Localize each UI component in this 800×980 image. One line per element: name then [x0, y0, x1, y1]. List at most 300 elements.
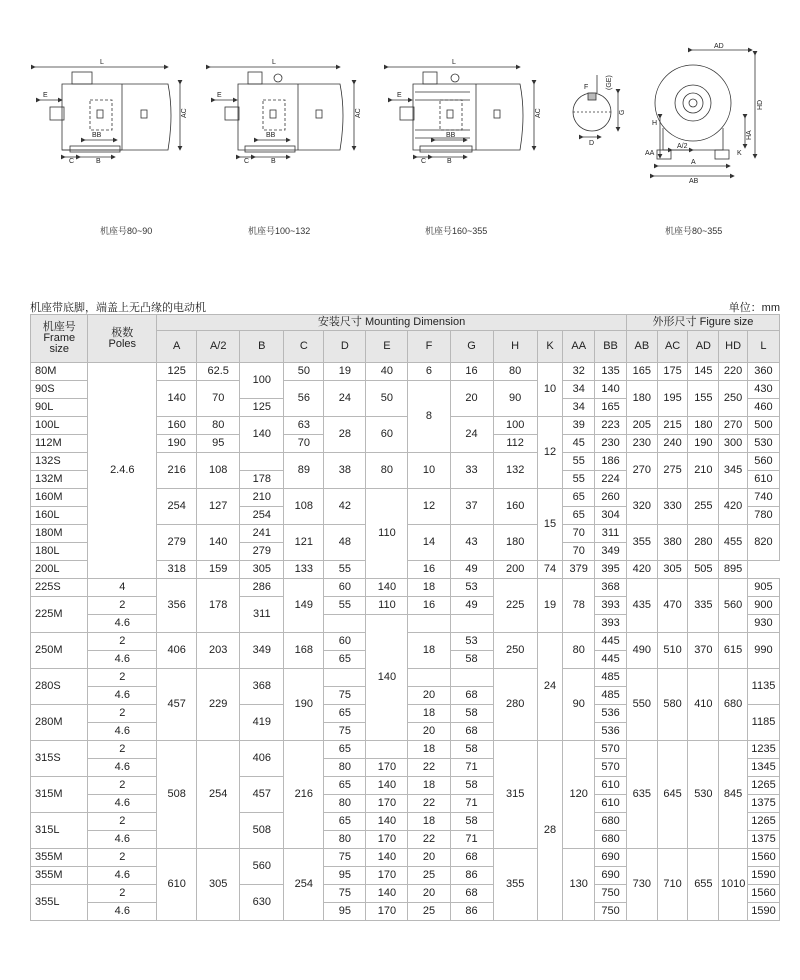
- cell-B: 508: [240, 813, 284, 849]
- cell-AA: 70: [563, 525, 595, 543]
- cell-HD: 505: [688, 561, 719, 579]
- cell-HD: 680: [719, 669, 748, 741]
- cell-A2: 70: [197, 381, 240, 417]
- cell-C: 190: [284, 669, 324, 741]
- cell-poles: 2: [88, 597, 157, 615]
- dim-C-3: C: [421, 158, 427, 165]
- table-title-row: [30, 299, 780, 313]
- cell-AA: 130: [563, 849, 595, 921]
- cell-AB: 270: [626, 453, 657, 489]
- cell-C: 89: [284, 453, 324, 489]
- cell-frame: 355M: [31, 867, 88, 885]
- cell-F: 20: [408, 885, 450, 903]
- cell-B: 305: [240, 561, 284, 579]
- cell-frame: 160M: [31, 489, 88, 507]
- cell-B: 125: [240, 399, 284, 417]
- col-AA: AA: [563, 331, 595, 363]
- dim-E-2: E: [217, 92, 222, 99]
- cell-BB: 304: [595, 507, 627, 525]
- cell-AA: 90: [563, 669, 595, 741]
- cell-D: [324, 615, 366, 633]
- cell-F: 18: [408, 777, 450, 795]
- cell-poles: 4.6: [88, 867, 157, 885]
- cell-frame: 180M: [31, 525, 88, 543]
- cell-F: [408, 615, 450, 633]
- cell-A2: 62.5: [197, 363, 240, 381]
- cell-AA: 80: [563, 633, 595, 669]
- cell-L: 1560: [747, 849, 779, 867]
- header-figure-size: 外形尺寸 Figure size: [626, 315, 779, 331]
- cell-BB: 536: [595, 705, 627, 723]
- cell-L: 740: [747, 489, 779, 507]
- cell-C: 168: [284, 633, 324, 669]
- cell-D: 38: [324, 453, 366, 489]
- cell-L: 500: [747, 417, 779, 435]
- dim-AA: AA: [645, 150, 655, 157]
- cell-H: 200: [493, 561, 537, 579]
- dim-C-1: C: [69, 158, 75, 165]
- cell-L: 905: [747, 579, 779, 597]
- cell-BB: 223: [595, 417, 627, 435]
- cell-B: 100: [240, 363, 284, 399]
- cell-A2: 140: [197, 525, 240, 561]
- cell-BB: 445: [595, 651, 627, 669]
- dimension-table: [30, 314, 780, 921]
- cell-L: 895: [719, 561, 748, 579]
- cell-F: 25: [408, 867, 450, 885]
- cell-G: 16: [450, 363, 493, 381]
- cell-E: 170: [366, 759, 408, 777]
- dim-L-2: L: [272, 59, 276, 66]
- cell-AC: 710: [657, 849, 688, 921]
- cell-AA: 78: [563, 579, 595, 633]
- cell-AB: 550: [626, 669, 657, 741]
- dim-A2: A/2: [677, 143, 688, 150]
- cell-B: 254: [240, 507, 284, 525]
- cell-frame: 90L: [31, 399, 88, 417]
- cell-E: 170: [366, 903, 408, 921]
- cell-A: 254: [157, 489, 197, 525]
- cell-frame: 315S: [31, 741, 88, 777]
- cell-L: 1265: [747, 777, 779, 795]
- cell-frame: 280M: [31, 705, 88, 741]
- cell-C: 254: [284, 849, 324, 921]
- drawing-frame-80-90: [35, 67, 180, 157]
- cell-G: [450, 669, 493, 687]
- cell-BB: 485: [595, 669, 627, 687]
- cell-poles: 4.6: [88, 723, 157, 741]
- cell-L: 1375: [747, 795, 779, 813]
- cell-E: 40: [366, 363, 408, 381]
- cell-L: 1265: [747, 813, 779, 831]
- cell-AC: 240: [657, 435, 688, 453]
- unit-label: 单位：mm: [728, 302, 780, 314]
- cell-D: 24: [324, 381, 366, 417]
- col-H: H: [493, 331, 537, 363]
- cell-AB: 395: [595, 561, 627, 579]
- cell-K: 10: [537, 363, 563, 417]
- cell-G: 71: [450, 759, 493, 777]
- cell-E: 110: [366, 489, 408, 579]
- cell-G: 68: [450, 687, 493, 705]
- motor-outline-drawings: [0, 0, 800, 250]
- cell-AB: 435: [626, 579, 657, 633]
- cell-E: 140: [366, 777, 408, 795]
- cell-frame: 112M: [31, 435, 88, 453]
- cell-F: 8: [408, 381, 450, 453]
- cell-BB: 186: [595, 453, 627, 471]
- cell-F: 22: [408, 759, 450, 777]
- cell-L: 780: [747, 507, 779, 525]
- cell-B: 406: [240, 741, 284, 777]
- cell-AD: 655: [688, 849, 719, 921]
- cell-H: 132: [493, 453, 537, 489]
- cell-AD: 180: [688, 417, 719, 435]
- cell-BB: 610: [595, 777, 627, 795]
- dim-H: H: [652, 120, 658, 127]
- cell-AA: 65: [563, 489, 595, 507]
- cell-B: 178: [240, 471, 284, 489]
- cell-E: 110: [366, 597, 408, 615]
- cell-poles: 2: [88, 741, 157, 759]
- cell-AD: 255: [688, 489, 719, 525]
- cell-L: 430: [747, 381, 779, 399]
- cell-L: 1590: [747, 867, 779, 885]
- cell-AB: 490: [626, 633, 657, 669]
- cell-BB: 135: [595, 363, 627, 381]
- cell-G: 24: [450, 417, 493, 453]
- caption-frame-160-355: 机座号160~355: [425, 226, 488, 236]
- cell-E: 60: [366, 417, 408, 453]
- cell-F: 16: [408, 597, 450, 615]
- cell-L: 900: [747, 597, 779, 615]
- cell-A2: 203: [197, 633, 240, 669]
- cell-C: 50: [284, 363, 324, 381]
- cell-B: 210: [240, 489, 284, 507]
- cell-G: 53: [450, 579, 493, 597]
- cell-E: 140: [366, 849, 408, 867]
- cell-D: 75: [324, 885, 366, 903]
- cell-L: 1235: [747, 741, 779, 759]
- cell-L: 1590: [747, 903, 779, 921]
- cell-F: [408, 669, 450, 687]
- dim-E-1: E: [43, 92, 48, 99]
- cell-L: 460: [747, 399, 779, 417]
- cell-BB: 349: [595, 543, 627, 561]
- dim-B-1: B: [96, 158, 101, 165]
- dim-AD: AD: [714, 43, 724, 50]
- cell-L: 360: [747, 363, 779, 381]
- cell-AA: 32: [563, 363, 595, 381]
- cell-G: 58: [450, 777, 493, 795]
- cell-AB: 355: [626, 525, 657, 561]
- col-F: F: [408, 331, 450, 363]
- cell-AD: 190: [688, 435, 719, 453]
- cell-AC: 420: [626, 561, 657, 579]
- cell-AA: 55: [563, 453, 595, 471]
- cell-L: 1560: [747, 885, 779, 903]
- cell-AA: 120: [563, 741, 595, 849]
- cell-D: 19: [324, 363, 366, 381]
- cell-A2: 127: [197, 489, 240, 525]
- cell-L: 610: [747, 471, 779, 489]
- cell-K: 19: [537, 579, 563, 633]
- cell-D: 75: [324, 849, 366, 867]
- col-B: B: [240, 331, 284, 363]
- col-D: D: [324, 331, 366, 363]
- caption-frame-80-355: 机座号80~355: [665, 226, 723, 236]
- cell-F: 18: [408, 741, 450, 759]
- cell-E: 140: [366, 813, 408, 831]
- cell-AD: 370: [688, 633, 719, 669]
- col-AD: AD: [688, 331, 719, 363]
- cell-BB: 140: [595, 381, 627, 399]
- cell-HD: 455: [719, 525, 748, 561]
- cell-AB: 730: [626, 849, 657, 921]
- cell-L: 930: [747, 615, 779, 633]
- cell-F: 16: [408, 561, 450, 579]
- cell-L: 990: [747, 633, 779, 669]
- cell-HD: 270: [719, 417, 748, 435]
- cell-L: 1135: [747, 669, 779, 705]
- header-poles: 极数 Poles: [88, 315, 157, 363]
- col-L: L: [747, 331, 779, 363]
- cell-D: 55: [324, 561, 366, 579]
- cell-H: 180: [493, 525, 537, 561]
- cell-AD: 335: [688, 579, 719, 633]
- cell-A: 610: [157, 849, 197, 921]
- cell-H: 355: [493, 849, 537, 921]
- cell-F: 25: [408, 903, 450, 921]
- cell-AC: 470: [657, 579, 688, 633]
- cell-H: 225: [493, 579, 537, 633]
- cell-poles: 2: [88, 849, 157, 867]
- table-row: [31, 363, 780, 381]
- cell-BB: 750: [595, 903, 627, 921]
- cell-B: 286: [240, 579, 284, 597]
- cell-D: 55: [324, 597, 366, 615]
- col-K: K: [537, 331, 563, 363]
- cell-K: 28: [537, 741, 563, 921]
- cell-BB: 165: [595, 399, 627, 417]
- cell-AA: 34: [563, 399, 595, 417]
- cell-G: 58: [450, 651, 493, 669]
- dim-AB: AB: [689, 178, 699, 185]
- cell-A: 216: [157, 453, 197, 489]
- col-A2: A/2: [197, 331, 240, 363]
- cell-C: 216: [284, 741, 324, 849]
- cell-BB: 379: [563, 561, 595, 579]
- cell-A: 457: [157, 669, 197, 741]
- cell-AC: 175: [657, 363, 688, 381]
- cell-poles: 2.4.6: [88, 363, 157, 579]
- cell-A2: 178: [197, 579, 240, 633]
- cell-AA: 55: [563, 471, 595, 489]
- cell-F: 22: [408, 795, 450, 813]
- cell-poles: 2: [88, 777, 157, 795]
- dim-HA: HA: [746, 130, 753, 140]
- cell-E: 140: [366, 579, 408, 597]
- cell-AD: 155: [688, 381, 719, 417]
- cell-D: 65: [324, 651, 366, 669]
- cell-D: 65: [324, 705, 366, 723]
- cell-G: 43: [450, 525, 493, 561]
- cell-E: 170: [366, 867, 408, 885]
- cell-F: 6: [408, 363, 450, 381]
- cell-HD: 1010: [719, 849, 748, 921]
- drawing-frame-100-132: [210, 67, 354, 157]
- cell-G: 37: [450, 489, 493, 525]
- cell-poles: 4.6: [88, 759, 157, 777]
- cell-C: 133: [284, 561, 324, 579]
- cell-frame: 315M: [31, 777, 88, 813]
- col-E: E: [366, 331, 408, 363]
- cell-AA: 70: [563, 543, 595, 561]
- cell-B: [240, 453, 284, 471]
- cell-AD: 210: [688, 453, 719, 489]
- drawing-end-view: [654, 50, 755, 176]
- cell-frame: 225S: [31, 579, 88, 597]
- cell-AB: 230: [626, 435, 657, 453]
- cell-L: 1185: [747, 705, 779, 741]
- cell-AD: 145: [688, 363, 719, 381]
- col-C: C: [284, 331, 324, 363]
- cell-D: 65: [324, 741, 366, 759]
- cell-frame: 250M: [31, 633, 88, 669]
- cell-frame: 132S: [31, 453, 88, 471]
- cell-H: 112: [493, 435, 537, 453]
- cell-AC: 215: [657, 417, 688, 435]
- cell-poles: 4.6: [88, 615, 157, 633]
- cell-BB: 536: [595, 723, 627, 741]
- cell-D: 60: [324, 579, 366, 597]
- cell-A: 125: [157, 363, 197, 381]
- dim-D: D: [589, 140, 595, 147]
- col-AC: AC: [657, 331, 688, 363]
- cell-BB: 570: [595, 741, 627, 759]
- cell-B: 140: [240, 417, 284, 453]
- cell-frame: 280S: [31, 669, 88, 705]
- cell-B: 349: [240, 633, 284, 669]
- caption-frame-100-132: 机座号100~132: [248, 226, 311, 236]
- cell-frame: 100L: [31, 417, 88, 435]
- cell-H: 80: [493, 363, 537, 381]
- cell-F: 20: [408, 687, 450, 705]
- col-G: G: [450, 331, 493, 363]
- dim-AC-2: AC: [355, 108, 362, 118]
- cell-poles: 4.6: [88, 903, 157, 921]
- cell-F: 10: [408, 453, 450, 489]
- cell-D: 80: [324, 759, 366, 777]
- dim-B-3: B: [447, 158, 452, 165]
- table-row: [31, 849, 780, 867]
- cell-H: 90: [493, 381, 537, 417]
- cell-frame: 355M: [31, 849, 88, 867]
- cell-B: 457: [240, 777, 284, 813]
- header-row-1: [31, 315, 780, 331]
- cell-frame: 355L: [31, 885, 88, 921]
- cell-frame: 225M: [31, 597, 88, 633]
- cell-G: 58: [450, 741, 493, 759]
- cell-B: 560: [240, 849, 284, 885]
- cell-A: 508: [157, 741, 197, 849]
- cell-A: 140: [157, 381, 197, 417]
- cell-frame: 180L: [31, 543, 88, 561]
- cell-D: 48: [324, 525, 366, 561]
- header-mounting-dimension: 安装尺寸 Mounting Dimension: [157, 315, 627, 331]
- cell-AD: 410: [688, 669, 719, 741]
- cell-E: 170: [366, 831, 408, 849]
- cell-AB: 205: [626, 417, 657, 435]
- cell-G: 68: [450, 885, 493, 903]
- dim-GE: (GE): [606, 75, 613, 90]
- cell-BB: 690: [595, 867, 627, 885]
- cell-AA: 34: [563, 381, 595, 399]
- col-HD: HD: [719, 331, 748, 363]
- cell-D: [324, 669, 366, 687]
- cell-AD: 280: [688, 525, 719, 561]
- cell-K: 15: [537, 489, 563, 561]
- cell-D: 65: [324, 777, 366, 795]
- cell-G: 71: [450, 795, 493, 813]
- dim-L-1: L: [100, 59, 104, 66]
- cell-poles: 2: [88, 633, 157, 651]
- cell-G: 86: [450, 867, 493, 885]
- dim-C-2: C: [244, 158, 250, 165]
- caption-frame-80-90: 机座号80~90: [100, 226, 153, 236]
- cell-F: 22: [408, 831, 450, 849]
- cell-poles: 2: [88, 669, 157, 687]
- cell-frame: 315L: [31, 813, 88, 849]
- cell-AA: 74: [537, 561, 563, 579]
- cell-G: 53: [450, 633, 493, 651]
- cell-E: [366, 741, 408, 759]
- cell-A: 318: [157, 561, 197, 579]
- cell-poles: 2: [88, 813, 157, 831]
- dim-K: K: [737, 150, 742, 157]
- dim-L-3: L: [452, 59, 456, 66]
- cell-BB: 570: [595, 759, 627, 777]
- cell-C: 63: [284, 417, 324, 435]
- cell-G: 68: [450, 849, 493, 867]
- cell-HD: 845: [719, 741, 748, 849]
- cell-HD: 615: [719, 633, 748, 669]
- cell-E: 80: [366, 453, 408, 489]
- cell-A: 356: [157, 579, 197, 633]
- col-AB: AB: [626, 331, 657, 363]
- cell-D: 65: [324, 813, 366, 831]
- cell-poles: 4.6: [88, 687, 157, 705]
- cell-G: 49: [450, 561, 493, 579]
- table-row: [31, 579, 780, 597]
- cell-frame: 90S: [31, 381, 88, 399]
- cell-BB: 224: [595, 471, 627, 489]
- cell-BB: 750: [595, 885, 627, 903]
- cell-AC: 580: [657, 669, 688, 741]
- cell-D: 42: [324, 489, 366, 525]
- cell-E: 170: [366, 795, 408, 813]
- cell-AB: 180: [626, 381, 657, 417]
- cell-HD: 560: [719, 579, 748, 633]
- cell-F: 20: [408, 723, 450, 741]
- cell-L: 1345: [747, 759, 779, 777]
- cell-BB: 230: [595, 435, 627, 453]
- cell-F: 14: [408, 525, 450, 561]
- cell-G: 49: [450, 597, 493, 615]
- cell-H: 250: [493, 633, 537, 669]
- cell-D: 28: [324, 417, 366, 453]
- cell-D: 80: [324, 795, 366, 813]
